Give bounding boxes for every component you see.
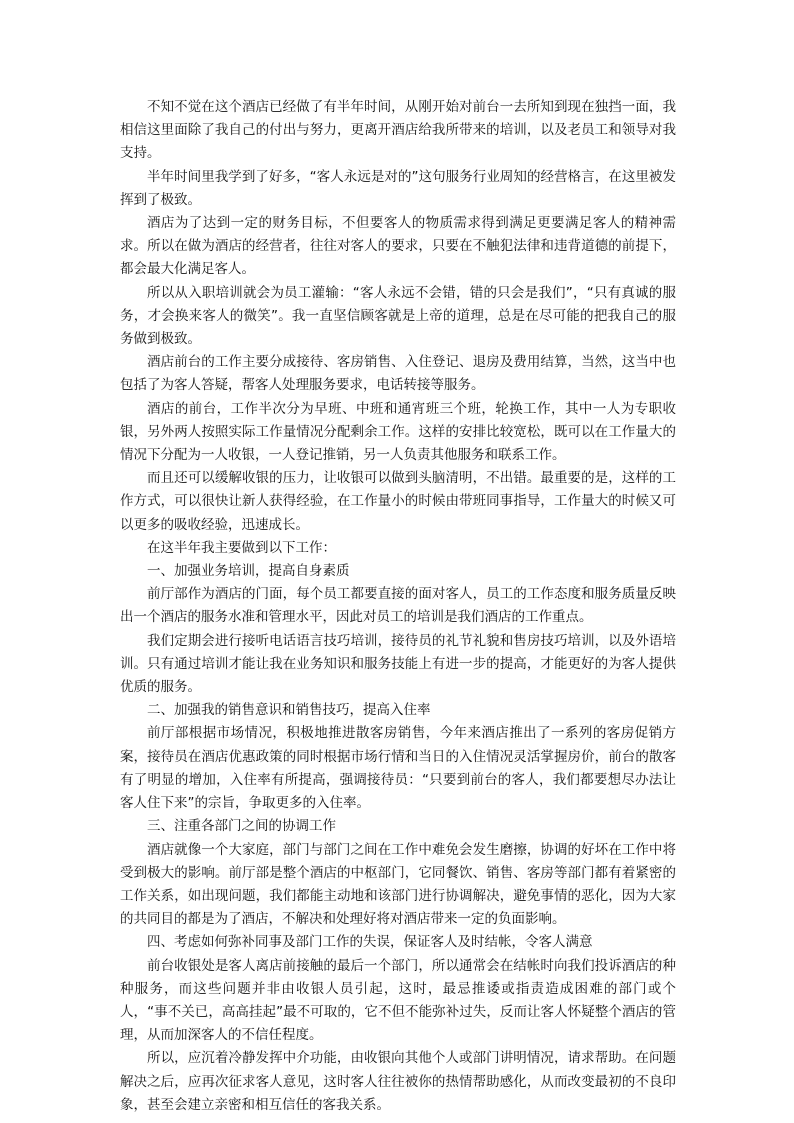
paragraph: 酒店为了达到一定的财务目标，不但要客人的物质需求得到满足更要满足客人的精神需求。所以在做为酒店的经营者，往往对客人的要求，只要在不触犯法律和违背道德的前提下，都会最大化满足客人。 — [120, 215, 676, 278]
document-body — [120, 96, 676, 1117]
paragraph: 酒店的前台，工作半次分为早班、中班和通宵班三个班，轮换工作，其中一人为专职收银，另外两人按照实际工作量情况分配剩余工作。这样的安排比较宽松，既可以在工作量大的情况下分配为一人收银，一人登记推销，另一人负责其他服务和联系工作。 — [120, 400, 676, 464]
paragraph: 前厅部根据市场情况，积极地推进散客房销售，今年来酒店推出了一系列的客房促销方案，接待员在酒店优惠政策的同时根据市场行情和当日的入住情况灵活掌握房价，前台的散客有了明显的增加，入住率有所提高，强调接待员：“只要到前台的客人，我们都要想尽办法让客人住下来”的宗旨，争取更多的入住率。 — [120, 725, 676, 812]
paragraph: 不知不觉在这个酒店已经做了有半年时间，从刚开始对前台一去所知到现在独挡一面，我相信这里面除了我自己的付出与努力，更离开酒店给我所带来的培训，以及老员工和领导对我支持。 — [120, 99, 676, 162]
paragraph: 我们定期会进行接听电话语言技巧培训，接待员的礼节礼貌和售房技巧培训，以及外语培训。只有通过培训才能让我在业务知识和服务技能上有进一步的提高，才能更好的为客人提供优质的服务。 — [120, 632, 676, 696]
paragraph: 所以从入职培训就会为员工灌输：“客人永远不会错，错的只会是我们”，“只有真诚的服务，才会换来客人的微笑”。我一直坚信顾客就是上帝的道理，总是在尽可能的把我自己的服务做到极致。 — [120, 284, 676, 348]
paragraph: 前厅部作为酒店的门面，每个员工都要直接的面对客人，员工的工作态度和服务质量反映出一个酒店的服务水准和管理水平，因此对员工的培训是我们酒店的工作重点。 — [120, 586, 676, 626]
section-heading: 四、考虑如何弥补同事及部门工作的失误，保证客人及时结帐，令客人满意 — [147, 934, 593, 951]
paragraph: 酒店就像一个大家庭，部门与部门之间在工作中难免会发生磨擦，协调的好坏在工作中将受到极大的影响。前厅部是整个酒店的中枢部门，它同餐饮、销售、客房等部门都有着紧密的工作关系，如出现问题，我们都能主动地和该部门进行协调解决，避免事情的恶化，因为大家的共同目的都是为了酒店，不解决和处理好将对酒店带来一定的负面影响。 — [120, 841, 676, 928]
section-heading: 三、注重各部门之间的协调工作 — [147, 818, 336, 835]
paragraph: 所以，应沉着冷静发挥中介功能，由收银向其他个人或部门讲明情况，请求帮助。在问题解决之后，应再次征求客人意见，这时客人往往被你的热情帮助感化，从而改变最初的不良印象，甚至会建立亲密和相互信任的客我关系。 — [120, 1050, 676, 1113]
section-heading: 二、加强我的销售意识和销售技巧，提高入住率 — [147, 702, 431, 719]
paragraph: 而且还可以缓解收银的压力，让收银可以做到头脑清明，不出错。最重要的是，这样的工作方式，可以很快让新人获得经验，在工作量小的时候由带班同事指导，工作量大的时候又可以更多的吸收经验，迅速成长。 — [120, 470, 676, 533]
paragraph: 酒店前台的工作主要分成接待、客房销售、入住登记、退房及费用结算，当然，这当中也包括了为客人答疑，帮客人处理服务要求，电话转接等服务。 — [120, 354, 676, 394]
section-heading: 一、加强业务培训，提高自身素质 — [147, 563, 350, 580]
paragraph: 前台收银处是客人离店前接触的最后一个部门，所以通常会在结帐时向我们投诉酒店的种种服务，而这些问题并非由收银人员引起，这时，最忌推诿或指责造成困难的部门或个人，“事不关已，高高挂起”最不可取的，它不但不能弥补过失，反而让客人怀疑整个酒店的管理，从而加深客人的不信任程度。 — [120, 957, 676, 1044]
paragraph: 在这半年我主要做到以下工作： — [147, 539, 336, 556]
paragraph: 半年时间里我学到了好多，“客人永远是对的”这句服务行业周知的经营格言，在这里被发挥到了极致。 — [120, 168, 676, 208]
